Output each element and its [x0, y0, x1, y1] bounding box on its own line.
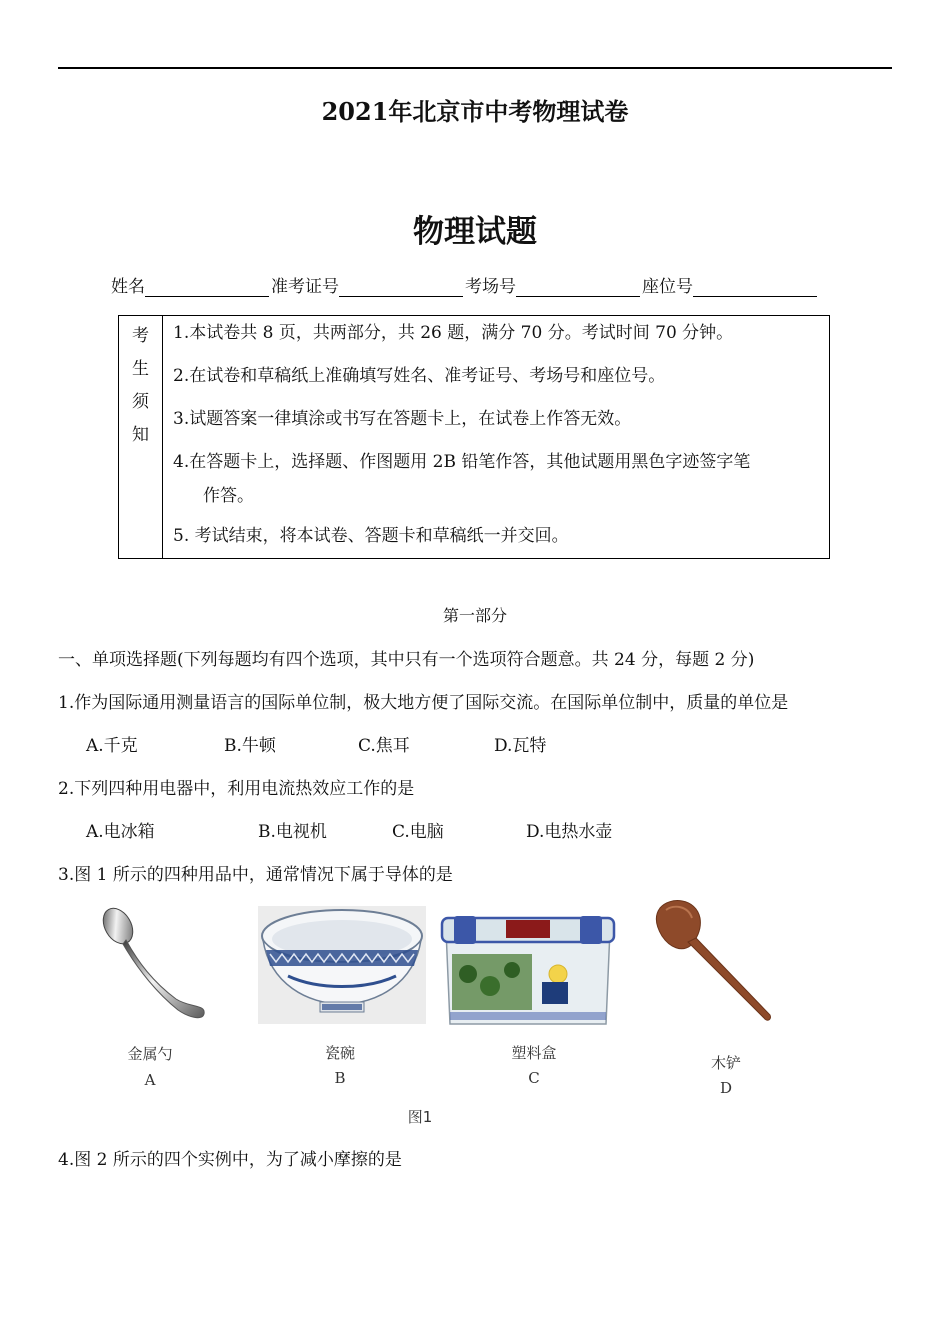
exam-no-blank[interactable] — [339, 279, 463, 297]
part-heading: 第一部分 — [442, 606, 507, 625]
figure-1-label: 图1 — [407, 1108, 433, 1126]
name-blank[interactable] — [145, 279, 269, 297]
notice-item-1: 1.本试卷共 8 页，共两部分，共 26 题，满分 70 分。考试时间 70 分钟。 — [173, 323, 734, 343]
notice-item-4-cont: 作答。 — [203, 486, 254, 506]
q1-option-d: D.瓦特 — [494, 736, 547, 756]
q1-option-a: A.千克 — [86, 736, 138, 756]
notice-item-2: 2.在试卷和草稿纸上准确填写姓名、准考证号、考场号和座位号。 — [173, 366, 666, 386]
room-blank[interactable] — [516, 279, 640, 297]
top-rule — [58, 67, 892, 69]
notice-item-5: 5. 考试结束，将本试卷、答题卡和草稿纸一并交回。 — [173, 526, 569, 546]
q2-option-c: C.电脑 — [392, 822, 444, 842]
q2-option-b: B.电视机 — [258, 822, 327, 842]
section-heading: 一、单项选择题(下列每题均有四个选项，其中只有一个选项符合题意。共 24 分，每题 2 分) — [58, 650, 755, 670]
question-3-stem: 3.图 1 所示的四种用品中，通常情况下属于导体的是 — [58, 865, 453, 885]
notice-item-3: 3.试题答案一律填涂或书写在答题卡上，在试卷上作答无效。 — [173, 409, 632, 429]
notice-label-char: 须 — [132, 392, 149, 412]
notice-label-char: 知 — [132, 425, 149, 445]
q1-option-c: C.焦耳 — [358, 736, 410, 756]
figure-letter-b: B — [334, 1069, 346, 1087]
figure-letter-d: D — [719, 1079, 733, 1097]
candidate-info-fields — [111, 272, 819, 297]
figure-caption-a: 金属勺 — [127, 1045, 173, 1063]
subject-title: 物理试题 — [413, 214, 537, 250]
figure-caption-b: 瓷碗 — [324, 1044, 355, 1062]
name-label: 姓名 — [111, 277, 145, 297]
seat-label: 座位号 — [642, 277, 693, 297]
candidate-notice-box — [118, 315, 830, 559]
wooden-spatula-icon — [652, 896, 777, 1026]
plastic-box-icon — [438, 912, 618, 1030]
figure-letter-c: C — [528, 1069, 540, 1087]
document-title: 2021年北京市中考物理试卷 — [321, 97, 629, 126]
figure-letter-a: A — [144, 1071, 156, 1089]
exam-no-label: 准考证号 — [271, 277, 339, 297]
notice-label-char: 考 — [132, 326, 149, 346]
notice-item-4: 4.在答题卡上，选择题、作图题用 2B 铅笔作答，其他试题用黑色字迹签字笔 — [173, 452, 751, 472]
notice-label-char: 生 — [132, 359, 149, 379]
seat-blank[interactable] — [693, 279, 817, 297]
room-label: 考场号 — [465, 277, 516, 297]
q2-option-d: D.电热水壶 — [526, 822, 613, 842]
question-2-stem: 2.下列四种用电器中，利用电流热效应工作的是 — [58, 779, 415, 799]
question-4-stem: 4.图 2 所示的四个实例中，为了减小摩擦的是 — [58, 1150, 402, 1170]
q2-option-a: A.电冰箱 — [86, 822, 155, 842]
notice-label — [119, 316, 163, 558]
figure-caption-d: 木铲 — [710, 1054, 741, 1072]
figure-caption-c: 塑料盒 — [511, 1044, 557, 1062]
porcelain-bowl-icon — [258, 906, 426, 1024]
q1-option-b: B.牛顿 — [224, 736, 276, 756]
question-1-stem: 1.作为国际通用测量语言的国际单位制，极大地方便了国际交流。在国际单位制中，质量的单位是 — [58, 693, 789, 713]
metal-spoon-icon — [98, 904, 213, 1022]
